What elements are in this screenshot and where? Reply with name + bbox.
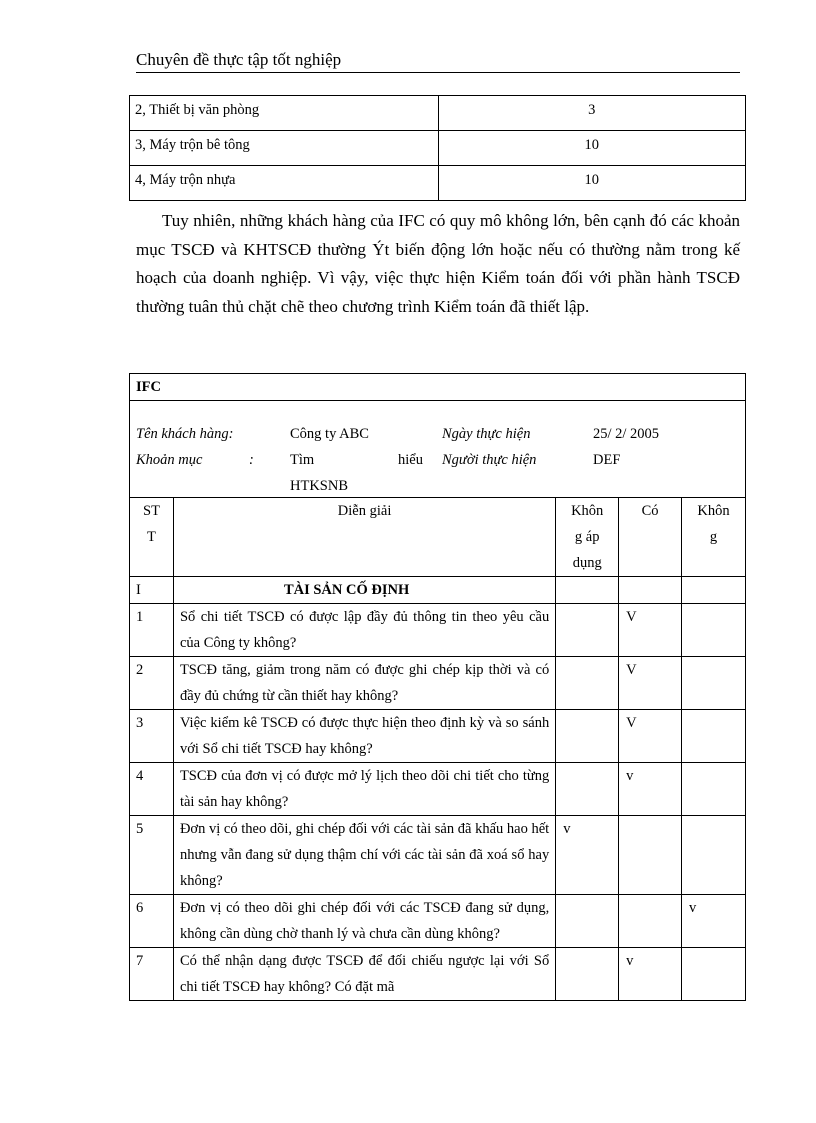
row-no-mark: [682, 604, 746, 657]
equipment-label: 3, Máy trộn bê tông: [130, 131, 439, 166]
engagement-info: [130, 401, 746, 498]
table-row: [130, 166, 746, 201]
item-value-1: Tìm: [290, 452, 315, 468]
equipment-value: 3: [438, 96, 745, 131]
row-yes-mark: v: [619, 763, 682, 816]
row-no-mark: [682, 710, 746, 763]
item-value-2: hiểu: [398, 452, 423, 468]
row-description: Đơn vị có theo dõi ghi chép đối với các TSCĐ đang sử dụng, không cần dùng chờ thanh lý và chưa cần dùng không?: [173, 895, 555, 948]
table-row: [130, 710, 746, 763]
col-header-not-applicable: Khôn g áp dụng: [556, 498, 619, 577]
row-na-mark: [556, 895, 619, 948]
equipment-table: [129, 95, 746, 201]
col-header-description: Diễn giải: [173, 498, 555, 577]
section-row: [130, 577, 746, 604]
equipment-value: 10: [438, 131, 745, 166]
row-description: Đơn vị có theo dõi, ghi chép đối với các tài sản đã khấu hao hết nhưng vẫn đang sử dụng thậm chí với các tài sản đã xoá sổ hay không?: [173, 816, 555, 895]
col-header-no: Khôn g: [682, 498, 746, 577]
row-yes-mark: V: [619, 710, 682, 763]
table-row: [130, 604, 746, 657]
section-number: I: [130, 577, 174, 604]
row-number: 5: [130, 816, 174, 895]
row-description: TSCĐ tăng, giảm trong năm có được ghi chép kịp thời và có đầy đủ chứng từ cần thiết hay không?: [173, 657, 555, 710]
col-header-stt: ST T: [130, 498, 174, 577]
row-yes-mark: V: [619, 657, 682, 710]
table-row: [130, 763, 746, 816]
company-name: IFC: [130, 374, 746, 401]
row-yes-mark: v: [619, 948, 682, 1001]
row-description: Có thể nhận dạng được TSCĐ để đối chiếu ngược lại với Sổ chi tiết TSCĐ hay không? Có đặt mã: [173, 948, 555, 1001]
row-na-mark: [556, 710, 619, 763]
row-number: 3: [130, 710, 174, 763]
row-na-mark: [556, 948, 619, 1001]
equipment-value: 10: [438, 166, 745, 201]
row-number: 7: [130, 948, 174, 1001]
row-number: 2: [130, 657, 174, 710]
client-label: Tên khách hàng:: [136, 426, 234, 442]
section-title: TÀI SẢN CỐ ĐỊNH: [173, 577, 555, 604]
table-row: [130, 895, 746, 948]
audit-checklist-table: [129, 373, 746, 1001]
page-header-title: Chuyên đề thực tập tốt nghiệp: [136, 49, 740, 73]
table-row: [130, 657, 746, 710]
col-header-yes: Có: [619, 498, 682, 577]
item-colon: :: [249, 452, 254, 468]
equipment-label: 4, Máy trộn nhựa: [130, 166, 439, 201]
performer-label: Người thực hiện: [442, 452, 537, 468]
table-row: [130, 96, 746, 131]
row-no-mark: [682, 657, 746, 710]
table-row: [130, 816, 746, 895]
row-na-mark: [556, 604, 619, 657]
row-no-mark: [682, 763, 746, 816]
row-yes-mark: [619, 816, 682, 895]
row-number: 1: [130, 604, 174, 657]
client-value: Công ty ABC: [290, 426, 369, 442]
row-na-mark: v: [556, 816, 619, 895]
date-label: Ngày thực hiện: [442, 426, 531, 442]
row-description: TSCĐ của đơn vị có được mở lý lịch theo dõi chi tiết cho từng tài sản hay không?: [173, 763, 555, 816]
row-no-mark: [682, 948, 746, 1001]
table-row: [130, 948, 746, 1001]
row-na-mark: [556, 763, 619, 816]
row-number: 6: [130, 895, 174, 948]
table-row: [130, 131, 746, 166]
item-value-3: HTKSNB: [290, 478, 349, 494]
column-header-row: [130, 498, 746, 577]
date-value: 25/ 2/ 2005: [593, 426, 660, 442]
performer-value: DEF: [593, 452, 621, 468]
row-na-mark: [556, 657, 619, 710]
row-no-mark: v: [682, 895, 746, 948]
row-description: Việc kiểm kê TSCĐ có được thực hiện theo định kỳ và so sánh với Sổ chi tiết TSCĐ hay không?: [173, 710, 555, 763]
item-label: Khoản mục: [136, 452, 203, 468]
row-number: 4: [130, 763, 174, 816]
row-yes-mark: [619, 895, 682, 948]
row-no-mark: [682, 816, 746, 895]
row-yes-mark: V: [619, 604, 682, 657]
row-description: Sổ chi tiết TSCĐ có được lập đầy đủ thông tin theo yêu cầu của Công ty không?: [173, 604, 555, 657]
body-paragraph: Tuy nhiên, những khách hàng của IFC có quy mô không lớn, bên cạnh đó các khoản mục TSCĐ và KHTSCĐ thường Ýt biến động lớn hoặc nếu có thường nằm trong kế hoạch của doanh nghiệp. Vì vậy, việc thực hiện Kiểm toán đối với phần hành TSCĐ thường tuân thủ chặt chẽ theo chương trình Kiểm toán đã thiết lập.: [136, 211, 740, 316]
equipment-label: 2, Thiết bị văn phòng: [130, 96, 439, 131]
